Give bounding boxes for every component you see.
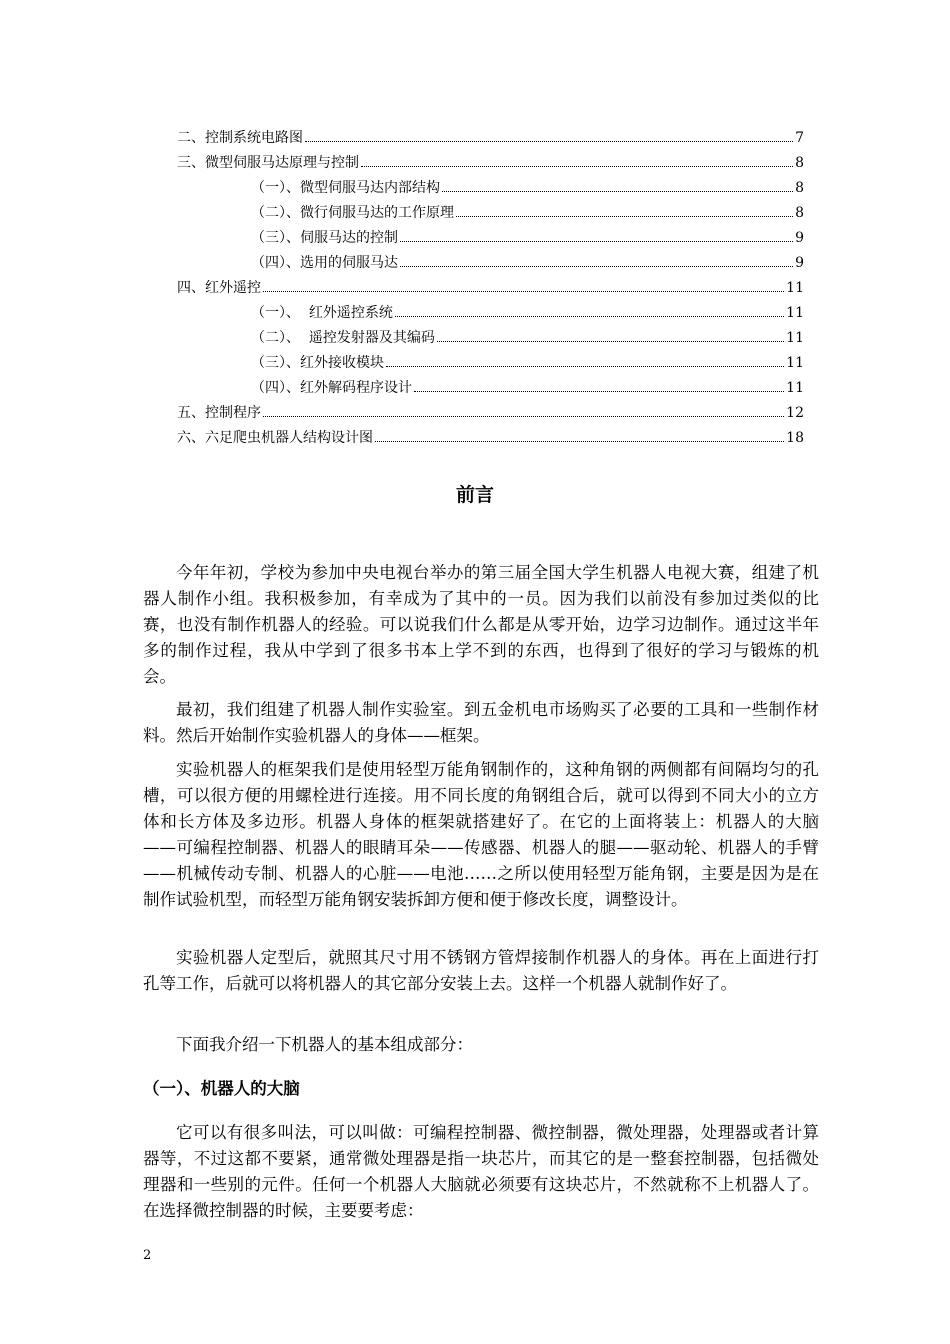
toc-entry[interactable]: [251, 176, 804, 200]
toc-leader-dots: [395, 315, 784, 317]
toc-entry-title: （三）、红外接收模块: [251, 355, 384, 371]
preface-heading: 前言: [455, 484, 494, 506]
toc-entry-page: 11: [786, 330, 804, 346]
toc-entry-title: 五、控制程序: [177, 405, 261, 421]
preface-paragraph-4: 实验机器人定型后，就照其尺寸用不锈钢方管焊接制作机器人的身体。再在上面进行打孔等工作，后就可以将机器人的其它部分安装上去。这样一个机器人就制作好了。: [143, 948, 819, 993]
toc-leader-dots: [386, 365, 784, 367]
toc-entry-title: （四）、红外解码程序设计: [251, 380, 412, 396]
preface-paragraph-1: 今年年初，学校为参加中央电视台举办的第三届全国大学生机器人电视大赛，组建了机器人制作小组。我积极参加，有幸成为了其中的一员。因为我们以前没有参加过类似的比赛，也没有制作机器人的经验。可以说我们什么都是从零开始，边学习边制作。通过这半年多的制作过程，我从中学到了很多书本上学不到的东西，也得到了很好的学习与锻炼的机会。: [143, 563, 819, 686]
toc-entry[interactable]: [251, 351, 804, 375]
toc-entry[interactable]: [251, 251, 804, 275]
toc-entry-page: 9: [795, 230, 804, 246]
toc-entry-title: 二、控制系统电路图: [177, 130, 303, 146]
toc-entry-page: 11: [786, 280, 804, 296]
toc-leader-dots: [305, 140, 793, 142]
toc-entry-page: 9: [795, 255, 804, 271]
section-paragraph-brain: 它可以有很多叫法，可以叫做：可编程控制器、微控制器，微处理器，处理器或者计算器等，不过这都不要紧，通常微处理器是指一块芯片，而其它的是一整套控制器，包括微处理器和一些别的元件。任何一个机器人大脑就必须要有这块芯片，不然就称不上机器人了。在选择微控制器的时候，主要要考虑：: [143, 1123, 819, 1220]
toc-entry-title: （二）、 遥控发射器及其编码: [251, 330, 435, 346]
toc-entry-page: 8: [795, 155, 804, 171]
toc-leader-dots: [263, 415, 784, 417]
toc-entry-page: 7: [795, 130, 804, 146]
toc-entry[interactable]: [251, 376, 804, 400]
toc-entry-title: （四）、选用的伺服马达: [251, 255, 398, 271]
section-heading-brain: （一）、机器人的大脑: [143, 1079, 300, 1098]
toc-entry[interactable]: [177, 126, 804, 150]
toc-entry[interactable]: [177, 401, 804, 425]
toc-entry-page: 11: [786, 380, 804, 396]
toc-leader-dots: [375, 440, 784, 442]
toc-leader-dots: [414, 390, 784, 392]
toc-entry[interactable]: [177, 276, 804, 300]
toc-entry[interactable]: [251, 226, 804, 250]
toc-leader-dots: [442, 190, 793, 192]
preface-paragraph-5: 下面我介绍一下机器人的基本组成部分：: [176, 1035, 473, 1054]
toc-entry[interactable]: [251, 301, 804, 325]
toc-entry-title: （二）、微行伺服马达的工作原理: [251, 205, 454, 221]
toc-leader-dots: [400, 240, 793, 242]
toc-entry-page: 11: [786, 355, 804, 371]
toc-entry[interactable]: [177, 426, 804, 450]
toc-entry-title: 三、微型伺服马达原理与控制: [177, 155, 359, 171]
toc-leader-dots: [263, 290, 784, 292]
toc-leader-dots: [400, 265, 793, 267]
toc-leader-dots: [437, 340, 784, 342]
preface-paragraph-2: 最初，我们组建了机器人制作实验室。到五金机电市场购买了必要的工具和一些制作材料。然后开始制作实验机器人的身体——框架。: [143, 700, 819, 745]
toc-entry-page: 12: [786, 405, 804, 421]
preface-paragraph-3: 实验机器人的框架我们是使用轻型万能角钢制作的，这种角钢的两侧都有间隔均匀的孔槽，可以很方便的用螺栓进行连接。用不同长度的角钢组合后，就可以得到不同大小的立方体和长方体及多边形。机器人身体的框架就搭建好了。在它的上面将装上：机器人的大脑——可编程控制器、机器人的眼睛耳朵——传感器、机器人的腿——驱动轮、机器人的手臂——机械传动专制、机器人的心脏——电池……之所以使用轻型万能角钢，主要是因为是在制作试验机型，而轻型万能角钢安装拆卸方便和便于修改长度，调整设计。: [143, 760, 819, 909]
toc-entry-page: 11: [786, 305, 804, 321]
toc-entry[interactable]: [177, 151, 804, 175]
toc-entry-page: 18: [786, 430, 804, 446]
toc-leader-dots: [361, 165, 793, 167]
toc-entry-title: （三）、伺服马达的控制: [251, 230, 398, 246]
toc-entry-title: （一）、微型伺服马达内部结构: [251, 180, 440, 196]
toc-entry[interactable]: [251, 326, 804, 350]
toc-entry-title: （一）、 红外遥控系统: [251, 305, 393, 321]
toc-entry-title: 四、红外遥控: [177, 280, 261, 296]
page-number: 2: [143, 1248, 152, 1263]
toc-leader-dots: [456, 215, 793, 217]
toc-entry-title: 六、六足爬虫机器人结构设计图: [177, 430, 373, 446]
toc-entry-page: 8: [795, 180, 804, 196]
toc-entry[interactable]: [251, 201, 804, 225]
toc-entry-page: 8: [795, 205, 804, 221]
